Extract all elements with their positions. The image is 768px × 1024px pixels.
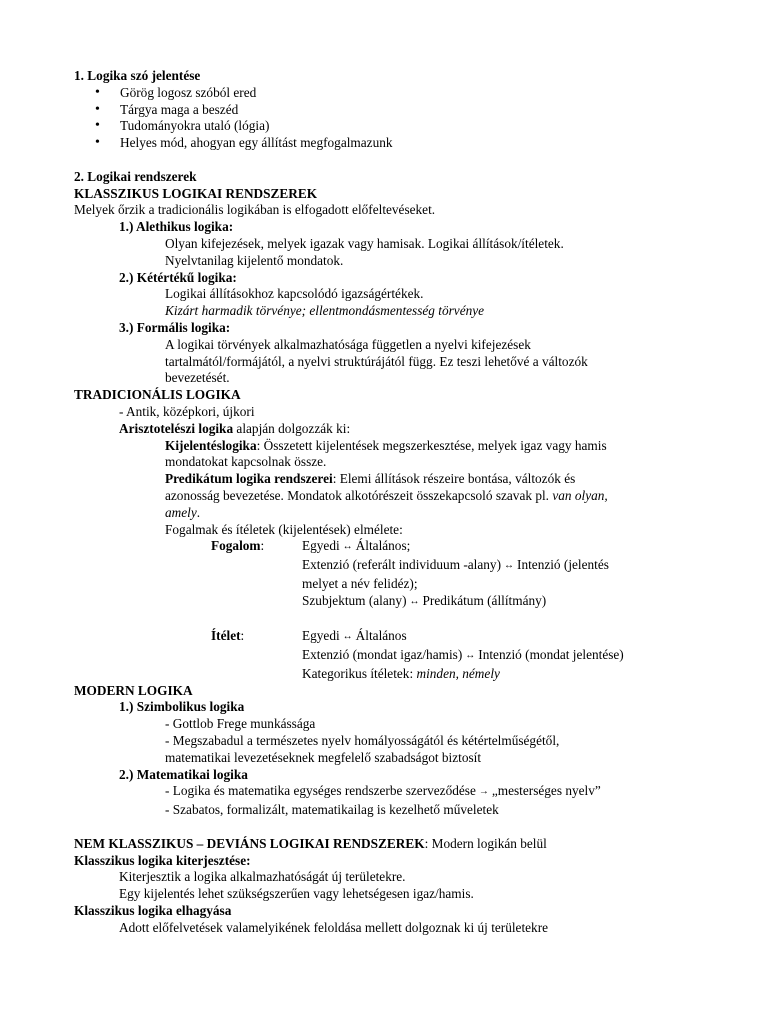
section-2-title: 2. Logikai rendszerek (74, 168, 197, 184)
matematikai-line: - Logika és matematika egységes rendszerbe szerveződése → „mesterséges nyelv” (165, 783, 601, 799)
arisztotelesz-line: Arisztotelészi logika alapján dolgozzák ki: (119, 420, 351, 436)
kiterjesztes-line: Kiterjesztik a logika alkalmazhatóságát új területekre. (119, 869, 406, 885)
bidirectional-arrow-icon: ↔ (342, 631, 353, 643)
elhagyas-line: Adott előfelvetések valamelyikének feloldása mellett dolgoznak ki új területekre (119, 919, 549, 935)
keterteku-line: Logikai állításokhoz kapcsolódó igazságértékek. (165, 286, 424, 302)
itelet-row: Extenzió (mondat igaz/hamis) ↔ Intenzió (mondat jelentése) (302, 647, 624, 663)
formalis-line: A logikai törvények alkalmazhatósága független a nyelvi kifejezések (165, 336, 531, 352)
predikatum-line: amely. (165, 504, 201, 520)
bullet-icon: • (95, 135, 100, 151)
right-arrow-icon: → (478, 786, 489, 798)
formalis-heading: 3.) Formális logika: (119, 319, 231, 335)
itelet-label: Ítélet (211, 628, 241, 644)
fogalom-row: melyet a név felidéz); (302, 575, 418, 591)
bullet-icon: • (95, 101, 100, 117)
bullet-icon: • (95, 84, 100, 100)
fogalmak-line: Fogalmak és ítéletek (kijelentések) elmélete: (165, 521, 403, 537)
formalis-line: tartalmától/formájától, a nyelvi struktúrájától függ. Ez teszi lehetővé a változók (165, 353, 588, 369)
szimbolikus-line: - Megszabadul a természetes nyelv homályosságától és kétértelműségétől, (165, 733, 560, 749)
szimbolikus-line: - Gottlob Frege munkássága (165, 716, 316, 732)
periods-line: - Antik, középkori, újkori (119, 403, 255, 419)
bidirectional-arrow-icon: ↔ (504, 560, 515, 572)
spacer (74, 819, 694, 836)
formalis-line: bevezetését. (165, 370, 230, 386)
szimbolikus-heading: 1.) Szimbolikus logika (119, 699, 245, 715)
alethikus-line: Nyelvtanilag kijelentő mondatok. (165, 252, 344, 268)
bidirectional-arrow-icon: ↔ (342, 541, 353, 553)
predikatum-line: azonosság bevezetése. Mondatok alkotórészeit összekapcsoló szavak pl. van olyan, (165, 487, 608, 503)
matematikai-heading: 2.) Matematikai logika (119, 766, 248, 782)
fogalom-row: Szubjektum (alany) ↔ Predikátum (állítmány) (302, 592, 547, 608)
klasszikus-heading: KLASSZIKUS LOGIKAI RENDSZEREK (74, 185, 318, 201)
modern-heading: MODERN LOGIKA (74, 682, 193, 698)
bullet-item: • Görög logosz szóból ered (95, 84, 257, 100)
fogalom-row: Fogalom: Egyedi ↔ Általános; (211, 538, 411, 554)
keterteku-laws: Kizárt harmadik törvénye; ellentmondásmentesség törvénye (165, 303, 485, 319)
nemklasszikus-heading: NEM KLASSZIKUS – DEVIÁNS LOGIKAI RENDSZEREK: Modern logikán belül (74, 835, 547, 851)
kiterjesztes-heading: Klasszikus logika kiterjesztése: (74, 852, 251, 868)
matematikai-line: - Szabatos, formalizált, matematikailag is kezelhető műveletek (165, 802, 499, 818)
itelet-row: Kategorikus ítéletek: minden, némely (302, 665, 500, 681)
spacer (74, 152, 694, 169)
bullet-item: • Tudományokra utaló (lógia) (95, 118, 270, 134)
predikatum-line: Predikátum logika rendszerei: Elemi állítások részeire bontása, változók és (165, 471, 576, 487)
kijelenteslogika-line: Kijelentéslogika: Összetett kijelentések megszerkesztése, melyek igaz vagy hamis (165, 437, 607, 453)
itelet-row: Ítélet: Egyedi ↔ Általános (211, 628, 407, 644)
elhagyas-heading: Klasszikus logika elhagyása (74, 903, 232, 919)
bullet-item: • Tárgya maga a beszéd (95, 101, 239, 117)
bullet-item: • Helyes mód, ahogyan egy állítást megfogalmazunk (95, 135, 393, 151)
kijelenteslogika-line: mondatokat kapcsolnak össze. (165, 454, 327, 470)
document-page (74, 68, 694, 937)
keterteku-heading: 2.) Kétértékű logika: (119, 269, 237, 285)
alethikus-line: Olyan kifejezések, melyek igazak vagy hamisak. Logikai állítások/ítéletek. (165, 235, 564, 251)
bidirectional-arrow-icon: ↔ (409, 595, 420, 607)
tradicionalis-heading: TRADICIONÁLIS LOGIKA (74, 387, 241, 403)
szimbolikus-line: matematikai levezetéseknek megfelelő szabadságot biztosít (165, 749, 482, 765)
klasszikus-description: Melyek őrzik a tradicionális logikában is elfogadott előfeltevéseket. (74, 202, 436, 218)
bidirectional-arrow-icon: ↔ (465, 650, 476, 662)
alethikus-heading: 1.) Alethikus logika: (119, 219, 234, 235)
spacer (74, 612, 694, 629)
kiterjesztes-line: Egy kijelentés lehet szükségszerűen vagy lehetségesen igaz/hamis. (119, 886, 474, 902)
bullet-icon: • (95, 118, 100, 134)
section-1-title: 1. Logika szó jelentése (74, 68, 201, 83)
fogalom-row: Extenzió (referált individuum -alany) ↔ Intenzió (jelentés (302, 557, 609, 573)
fogalom-label: Fogalom (211, 538, 261, 554)
